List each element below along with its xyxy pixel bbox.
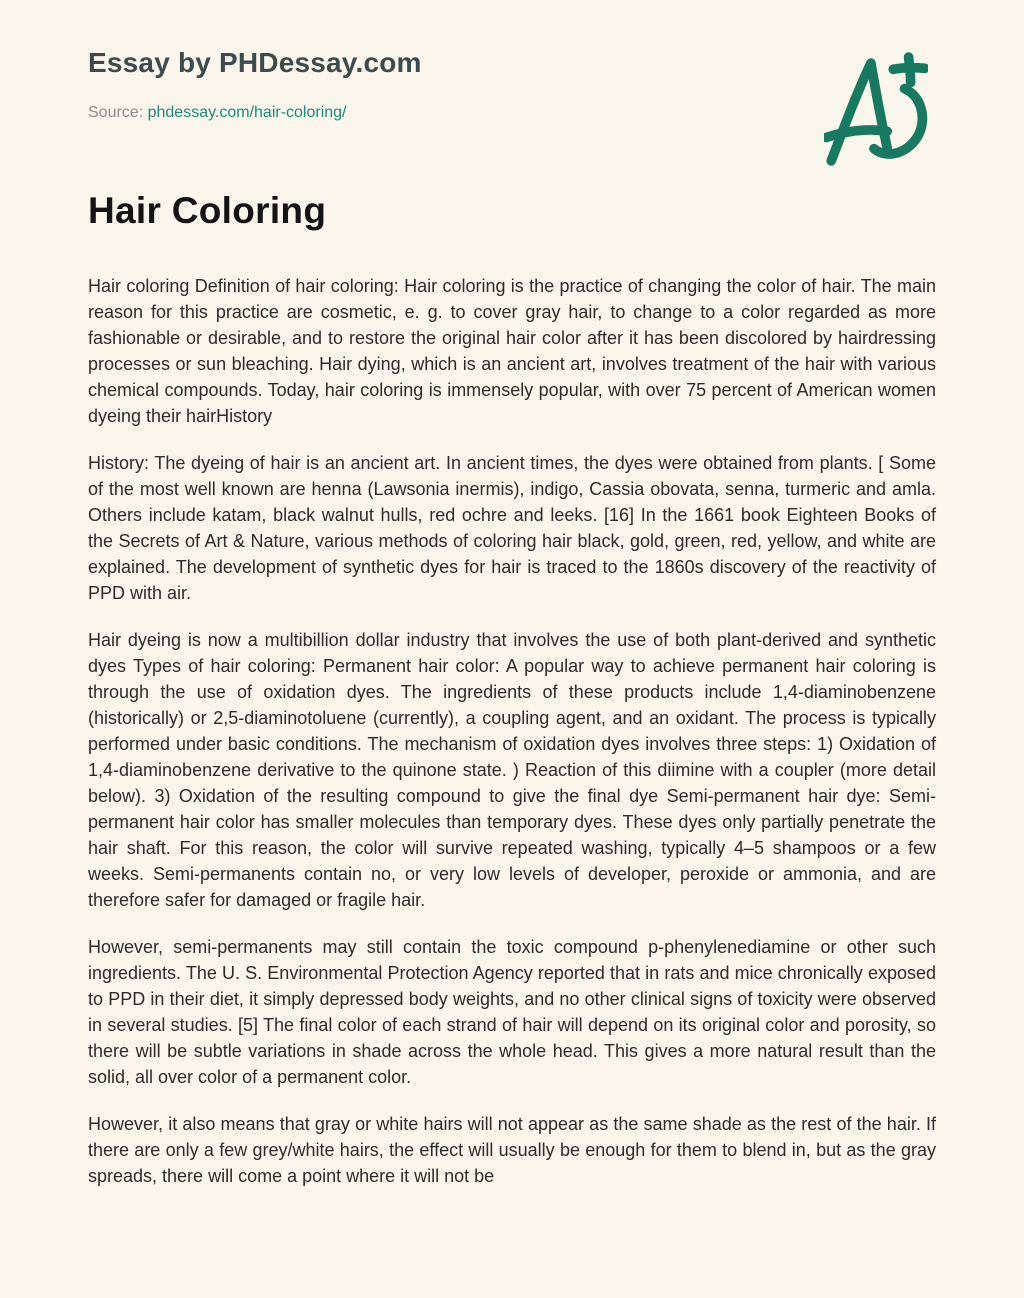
essay-title: Hair Coloring [88,190,327,231]
source-link[interactable]: phdessay.com/hair-coloring/ [147,104,347,121]
essay-paragraph: However, it also means that gray or white hairs will not appear as the same shade as the rest of the hair. If there are only a few grey/white hairs, the effect will usually be enough for them to blend in, but as the gray spreads, there will come a point where it will not be [88,1114,936,1186]
essay-body [88,273,936,1189]
essay-paragraph: Hair coloring Definition of hair coloring: Hair coloring is the practice of changing the color of hair. The main reason for this practice are cosmetic, e. g. to cover gray hair, to change to a color regarded as more fashionable or desirable, and to restore the original hair color after it has been discolored by hairdressing processes or sun bleaching. Hair dying, which is an ancient art, involves treatment of the hair with various chemical compounds. Today, hair coloring is immensely popular, with over 75 percent of American women dyeing their hairHistory [88,276,936,426]
essay-article [0,188,1024,1189]
source-row [88,102,936,124]
essay-paragraph: History: The dyeing of hair is an ancient art. In ancient times, the dyes were obtained from plants. [ Some of the most well known are henna (Lawsonia inermis), indigo, Cassia obovata, senna, turmeric and amla. Others include katam, black walnut hulls, red ochre and leeks. [16] In the 1661 book Eighteen Books of the Secrets of Art & Nature, various methods of coloring hair black, gold, green, red, yellow, and white are explained. The development of synthetic dyes for hair is traced to the 1860s discovery of the reactivity of PPD with air. [88,453,936,603]
essay-paragraph: However, semi-permanents may still contain the toxic compound p-phenylenediamine or other such ingredients. The U. S. Environmental Protection Agency reported that in rats and mice chronically exposed to PPD in their diet, it simply depressed body weights, and no other clinical signs of toxicity were observed in several studies. [5] The final color of each strand of hair will depend on its original color and porosity, so there will be subtle variations in shade across the whole head. This gives a more natural result than the solid, all over color of a permanent color. [88,937,936,1087]
source-label: Source: [88,104,144,121]
a-plus-logo-icon [824,52,928,168]
essay-paragraph: Hair dyeing is now a multibillion dollar industry that involves the use of both plant-derived and synthetic dyes Types of hair coloring: Permanent hair color: A popular way to achieve permanent hair coloring is through the use of oxidation dyes. The ingredients of these products include 1,4-diaminobenzene (historically) or 2,5-diaminotoluene (currently), a coupling agent, and an oxidant. The process is typically performed under basic conditions. The mechanism of oxidation dyes involves three steps: 1) Oxidation of 1,4-diaminobenzene derivative to the quinone state. ) Reaction of this diimine with a coupler (more detail below). 3) Oxidation of the resulting compound to give the final dye Semi-permanent hair dye: Semi-permanent hair color has smaller molecules than temporary dyes. These dyes only partially penetrate the hair shaft. For this reason, the color will survive repeated washing, typically 4–5 shampoos or a few weeks. Semi-permanents contain no, or very low levels of developer, peroxide or ammonia, and are therefore safer for damaged or fragile hair. [88,630,936,910]
page-header [0,0,1024,124]
page-title: Essay by PHDessay.com [88,47,422,78]
